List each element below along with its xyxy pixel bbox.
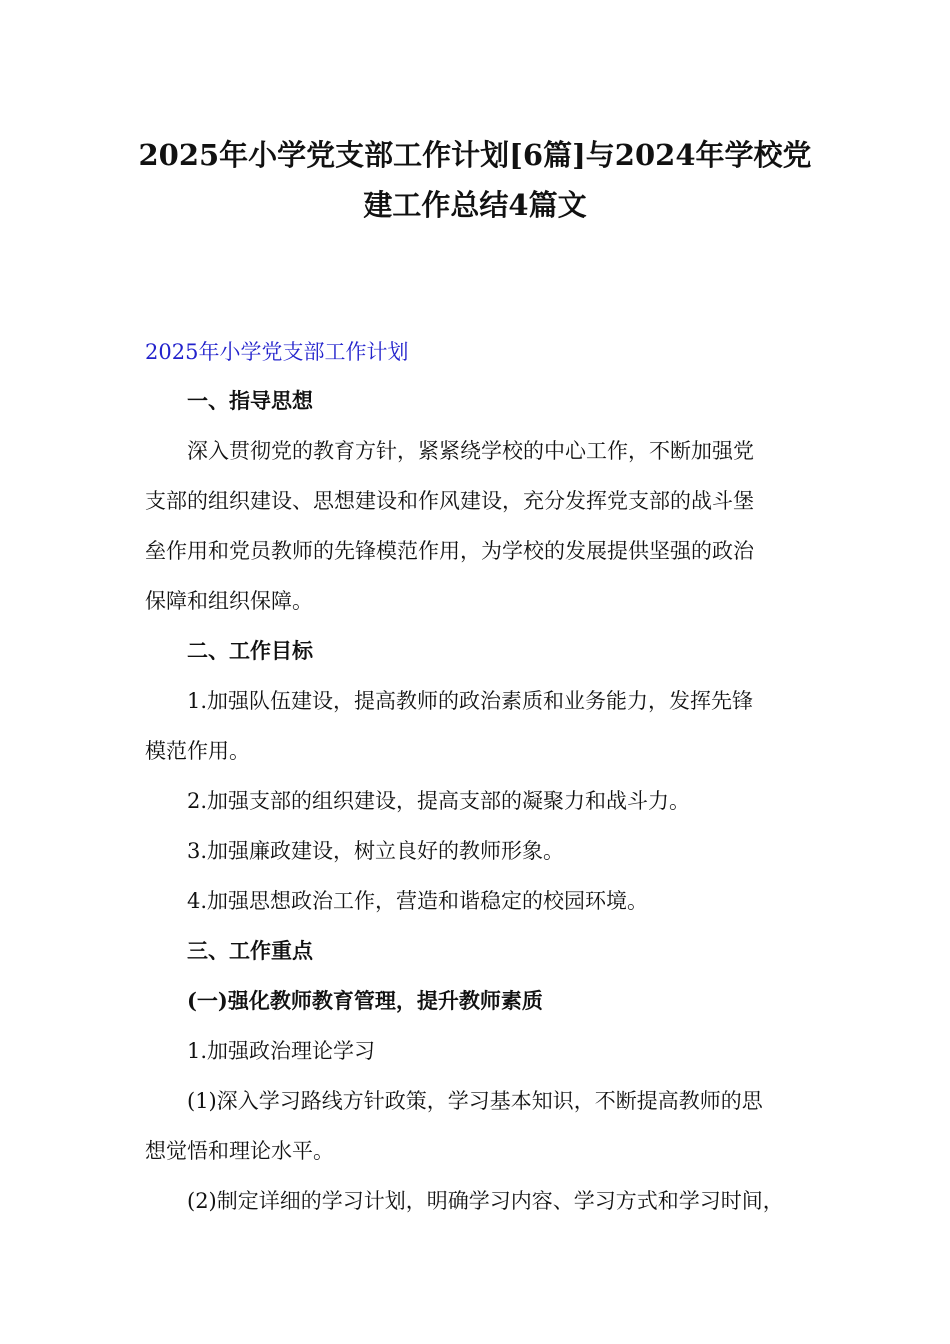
- paragraph-line: 模范作用。: [145, 739, 250, 763]
- goal-item-1: [145, 676, 810, 776]
- paragraph-line: (1)深入学习路线方针政策，学习基本知识，不断提高教师的思: [187, 1089, 763, 1113]
- document-body: [145, 328, 810, 1226]
- section-heading-link[interactable]: 2025年小学党支部工作计划: [145, 340, 409, 364]
- paragraph-line: 1.加强队伍建设，提高教师的政治素质和业务能力，发挥先锋: [187, 689, 754, 713]
- goal-item-2: 2.加强支部的组织建设，提高支部的凝聚力和战斗力。: [187, 789, 691, 813]
- subheading-teacher-management: (一)强化教师教育管理，提升教师素质: [187, 988, 543, 1013]
- item-political-study-b: [145, 1176, 810, 1226]
- paragraph-line: 保障和组织保障。: [145, 589, 313, 613]
- heading-guiding-ideology: 一、指导思想: [187, 388, 313, 413]
- paragraph-line: 想觉悟和理论水平。: [145, 1139, 334, 1163]
- paragraph-line: 深入贯彻党的教育方针，紧紧绕学校的中心工作，不断加强党: [187, 439, 754, 463]
- paragraph-line: (2)制定详细的学习计划，明确学习内容、学习方式和学习时间，: [187, 1189, 784, 1213]
- paragraph-line: 支部的组织建设、思想建设和作风建设，充分发挥党支部的战斗堡: [145, 489, 754, 513]
- goal-item-4: 4.加强思想政治工作，营造和谐稳定的校园环境。: [187, 889, 649, 913]
- heading-work-goals: 二、工作目标: [187, 638, 313, 663]
- item-political-study-a: [145, 1076, 810, 1176]
- title-line-1: 2025年小学党支部工作计划[6篇]与2024年学校党: [138, 138, 812, 172]
- title-line-2: 建工作总结4篇文: [363, 188, 587, 222]
- document-title: [100, 130, 850, 230]
- item-political-study: 1.加强政治理论学习: [187, 1039, 376, 1063]
- paragraph-guiding-ideology: [145, 426, 810, 626]
- goal-item-3: 3.加强廉政建设，树立良好的教师形象。: [187, 839, 565, 863]
- heading-work-focus: 三、工作重点: [187, 938, 313, 963]
- paragraph-line: 垒作用和党员教师的先锋模范作用，为学校的发展提供坚强的政治: [145, 539, 754, 563]
